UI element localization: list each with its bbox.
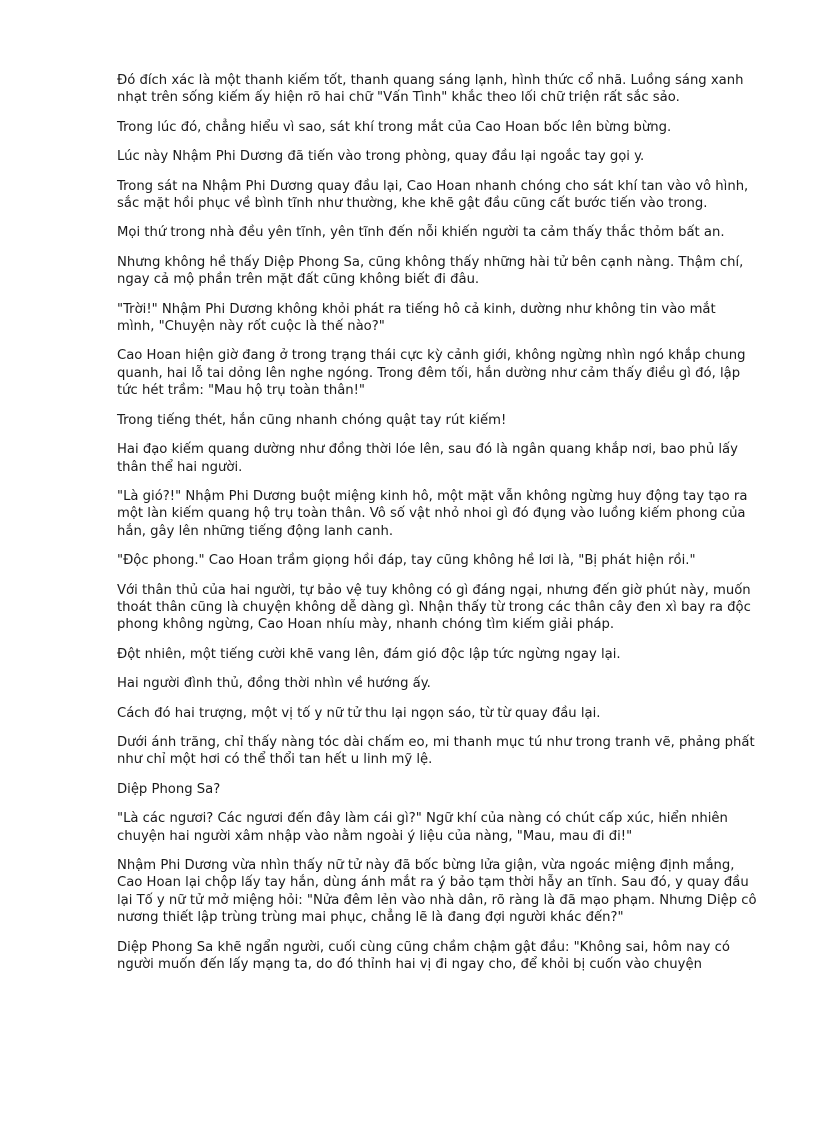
paragraph: Hai người đình thủ, đồng thời nhìn về hướng ấy. (117, 676, 431, 692)
paragraph: Trong tiếng thét, hắn cũng nhanh chóng quật tay rút kiếm! (117, 412, 507, 428)
paragraph: "Là gió?!" Nhậm Phi Dương buột miệng kinh hô, một mặt vẫn không ngừng huy động tay tạo ra một làn kiếm quang hộ trụ toàn thân. Vô số vật nhỏ nhoi gì đó đụng vào luồng kiếm phong của hắn, gây lên những tiếng động lanh canh. (117, 488, 748, 539)
paragraph: Diệp Phong Sa? (117, 781, 221, 797)
paragraph: Nhưng không hề thấy Diệp Phong Sa, cũng không thấy những hài tử bên cạnh nàng. Thậm chí, ngay cả mộ phần trên mặt đất cũng không biết đi đâu. (117, 254, 744, 288)
paragraph: Diệp Phong Sa khẽ ngẩn người, cuối cùng cũng chầm chậm gật đầu: "Không sai, hôm nay có người muốn đến lấy mạng ta, do đó thỉnh hai vị đi ngay cho, để khỏi bị cuốn vào chuyện (117, 939, 730, 973)
paragraph: Đó đích xác là một thanh kiếm tốt, thanh quang sáng lạnh, hình thức cổ nhã. Luồng sáng xanh nhạt trên sống kiếm ấy hiện rõ hai chữ "Vấn Tình" khắc theo lối chữ triện rất sắc sảo. (117, 73, 744, 106)
paragraph: Trong lúc đó, chẳng hiểu vì sao, sát khí trong mắt của Cao Hoan bốc lên bừng bừng. (117, 119, 672, 135)
paragraph: "Trời!" Nhậm Phi Dương không khỏi phát ra tiếng hô cả kinh, dường như không tin vào mắt mình, "Chuyện này rốt cuộc là thế nào?" (117, 301, 716, 335)
paragraph: Cao Hoan hiện giờ đang ở trong trạng thái cực kỳ cảnh giới, không ngừng nhìn ngó khắp chung quanh, hai lỗ tai dỏng lên nghe ngóng. Trong đêm tối, hắn dường như cảm thấy điều gì đó, lập tức hét trầm: "Mau hộ trụ toàn thân!" (117, 348, 746, 399)
paragraph: "Độc phong." Cao Hoan trầm giọng hồi đáp, tay cũng không hề lơi là, "Bị phát hiện rồi." (117, 553, 696, 569)
paragraph: Cách đó hai trượng, một vị tố y nữ tử thu lại ngọn sáo, từ từ quay đầu lại. (117, 705, 601, 721)
paragraph: Với thân thủ của hai người, tự bảo vệ tuy không có gì đáng ngại, nhưng đến giờ phút này, muốn thoát thân cũng là chuyện không dễ dàng gì. Nhận thấy từ trong các thân cây đen xì bay ra độc phong không ngừng, Cao Hoan nhíu mày, nhanh chóng tìm kiếm giải pháp. (117, 582, 751, 633)
paragraph: Trong sát na Nhậm Phi Dương quay đầu lại, Cao Hoan nhanh chóng cho sát khí tan vào vô hình, sắc mặt hồi phục về bình tĩnh như thường, khe khẽ gật đầu cũng cất bước tiến vào trong. (117, 178, 749, 212)
paragraph: Mọi thứ trong nhà đều yên tĩnh, yên tĩnh đến nỗi khiến người ta cảm thấy thắc thỏm bất an. (117, 225, 725, 241)
paragraph: Dưới ánh trăng, chỉ thấy nàng tóc dài chấm eo, mi thanh mục tú như trong tranh vẽ, phảng phất như chỉ một hơi có thể thổi tan hết u linh mỹ lệ. (117, 734, 755, 768)
paragraph: Lúc này Nhậm Phi Dương đã tiến vào trong phòng, quay đầu lại ngoắc tay gọi y. (117, 149, 645, 165)
paragraph: Nhậm Phi Dương vừa nhìn thấy nữ tử này đã bốc bừng lửa giận, vừa ngoác miệng định mắng, Cao Hoan lại chộp lấy tay hắn, dùng ánh mắt ra ý bảo tạm thời hẫy an tĩnh. Sau đó, y quay đầu lại Tố y nữ tử mở miệng hỏi: "Nửa đêm lẻn vào nhà dân, rõ ràng là đã mạo phạm. Nhưng Diệp cô nương thiết lập trùng trùng mai phục, chẳng lẽ là đang đợi người khác đến?" (117, 858, 757, 926)
paragraph: Đột nhiên, một tiếng cười khẽ vang lên, đám gió độc lập tức ngừng ngay lại. (117, 646, 621, 662)
paragraph: Hai đạo kiếm quang dường như đồng thời lóe lên, sau đó là ngân quang khắp nơi, bao phủ lấy thân thể hai người. (117, 442, 738, 475)
document-page (117, 72, 757, 985)
paragraph: "Là các ngươi? Các ngươi đến đây làm cái gì?" Ngữ khí của nàng có chút cấp xúc, hiển nhiên chuyện hai người xâm nhập vào nằm ngoài ý liệu của nàng, "Mau, mau đi đi!" (117, 811, 728, 844)
